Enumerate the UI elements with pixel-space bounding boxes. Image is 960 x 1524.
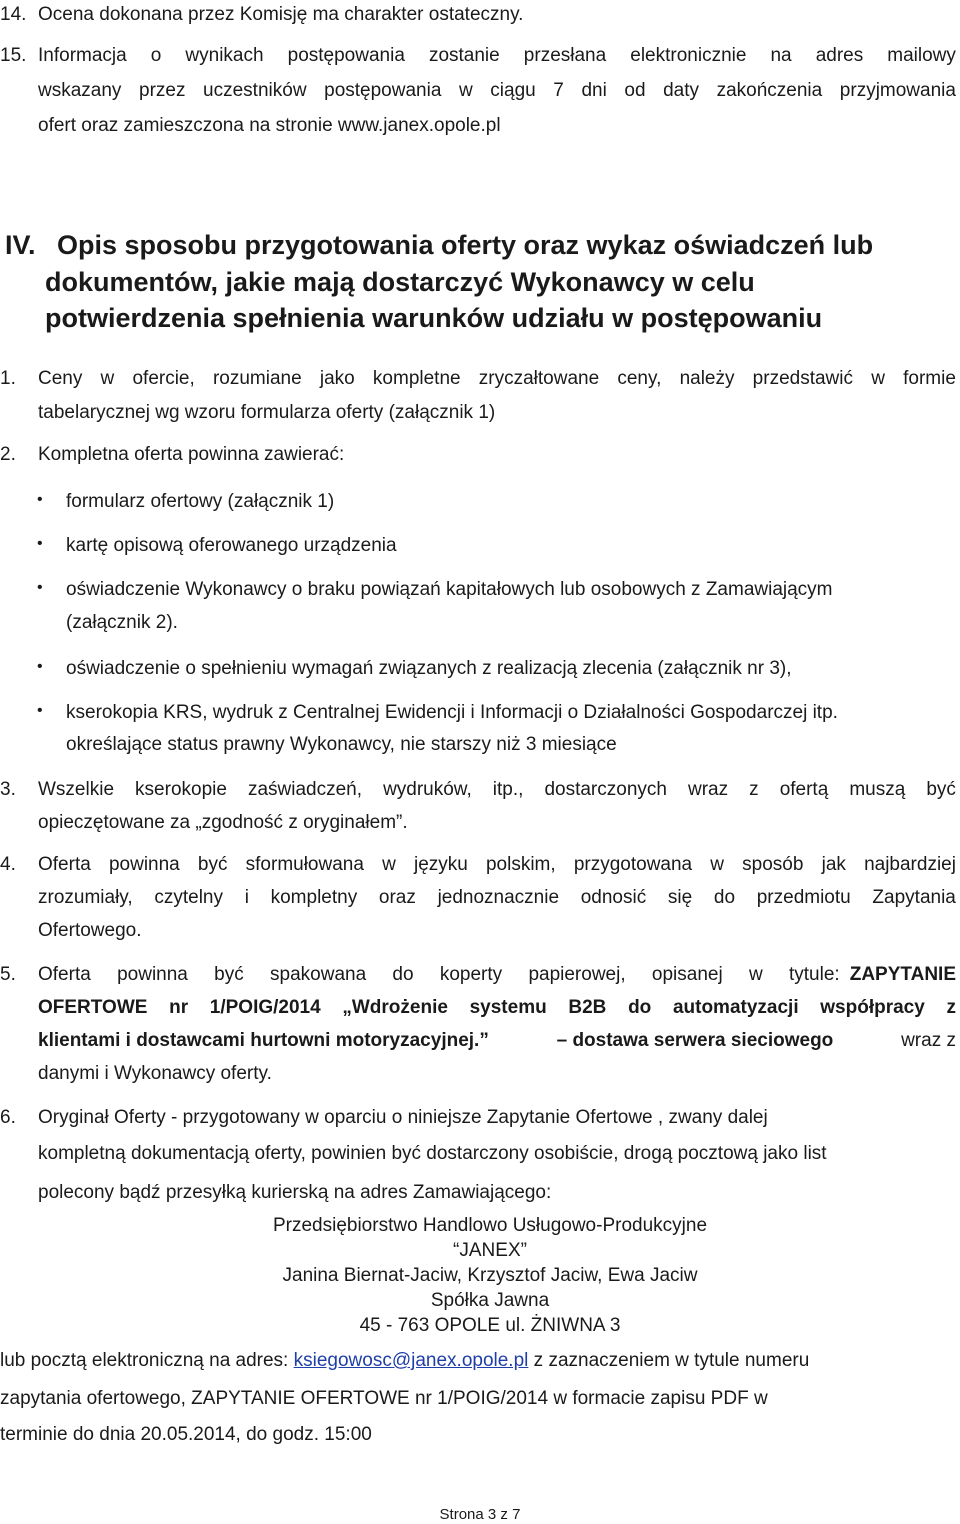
word: zaświadczeń, <box>247 779 363 800</box>
word: przyjmowania <box>839 80 956 101</box>
word: postępowania <box>287 45 405 66</box>
word: o <box>150 45 162 66</box>
section-heading-line: potwierdzenia spełnienia warunków udziału w postępowaniu <box>45 303 823 333</box>
word: B2B <box>568 997 607 1018</box>
word: wraz <box>688 779 729 800</box>
item-6-line: polecony bądź przesyłką kurierską na adres Zamawiającego: <box>38 1182 552 1203</box>
closing-line: terminie do dnia 20.05.2014, do godz. 15:00 <box>0 1424 372 1445</box>
section-number: IV. <box>5 230 36 260</box>
word: polskim, <box>485 854 556 875</box>
word: uczestników <box>203 80 307 101</box>
word: kserokopie <box>135 779 227 800</box>
word: kompletne <box>372 368 461 389</box>
word: papierowej, <box>528 964 626 985</box>
word: jako <box>319 368 355 389</box>
word: muszą <box>849 779 906 800</box>
word: rozumiane <box>212 368 302 389</box>
item-5-line-bold <box>38 998 956 1017</box>
word: ciągu <box>490 80 536 101</box>
word: „Wdrożenie <box>342 997 448 1018</box>
word: ceny, <box>617 368 662 389</box>
word: Zapytania <box>872 887 956 908</box>
word: do <box>628 997 652 1018</box>
word: w <box>382 854 396 875</box>
word: w <box>100 368 115 389</box>
email-link[interactable]: ksiegowosc@janex.opole.pl <box>293 1350 529 1371</box>
word: sposób <box>742 854 804 875</box>
word: do <box>713 887 736 908</box>
item-number: 4. <box>0 854 16 875</box>
word: Ceny <box>38 368 83 389</box>
item-number: 3. <box>0 779 16 800</box>
bullet: • <box>37 535 43 552</box>
word: od <box>624 80 646 101</box>
paragraph-15-line: ofert oraz zamieszczona na stronie www.janex.opole.pl <box>38 115 501 136</box>
item-number: 2. <box>0 444 16 465</box>
item-6-line: kompletną dokumentacją oferty, powinien być dostarczony osobiście, drogą pocztową jako list <box>38 1143 827 1164</box>
word: w <box>458 80 473 101</box>
address-line: “JANEX” <box>453 1240 527 1261</box>
word: 1/POIG/2014 <box>209 997 321 1018</box>
word: wynikach <box>185 45 264 66</box>
word: spakowana <box>270 964 367 985</box>
bullet-item: kserokopia KRS, wydruk z Centralnej Ewidencji i Informacji o Działalności Gospodarczej itp. <box>66 702 838 723</box>
word: dostarczonych <box>544 779 667 800</box>
word: w <box>710 854 725 875</box>
paragraph-14: Ocena dokonana przez Komisję ma charakter ostateczny. <box>38 4 524 25</box>
word: przedmiotu <box>756 887 851 908</box>
word: w <box>748 964 763 985</box>
item-4-line: Ofertowego. <box>38 920 142 941</box>
word: przedstawić <box>752 368 853 389</box>
word: z <box>946 997 956 1018</box>
item-4-line <box>38 855 956 874</box>
word: języku <box>413 854 468 875</box>
word: sformułowana <box>245 854 364 875</box>
word: wydruków, <box>383 779 472 800</box>
bullet-item: formularz ofertowy (załącznik 1) <box>66 491 335 512</box>
paragraph-15-line <box>38 46 956 65</box>
word: Informacja <box>38 45 127 66</box>
address-line: Spółka Jawna <box>430 1290 550 1311</box>
word: Wszelkie <box>38 779 115 800</box>
word: oraz <box>378 887 416 908</box>
word: postępowania <box>324 80 442 101</box>
item-5-bold: – dostawa serwera sieciowego <box>556 1030 834 1051</box>
word: na <box>770 45 792 66</box>
word: w <box>871 368 885 389</box>
item-5-line <box>38 1031 956 1050</box>
item-3-line <box>38 780 956 799</box>
word: należy <box>679 368 735 389</box>
word: Oferta <box>38 854 91 875</box>
word: koperty <box>439 964 503 985</box>
word: jednoznacznie <box>437 887 560 908</box>
item-1-line <box>38 369 956 388</box>
item-5-bold: klientami i dostawcami hurtowni motoryzacyjnej.” <box>38 1030 489 1051</box>
item-5-line <box>38 965 956 984</box>
closing-text: lub pocztą elektroniczną na adres: <box>0 1350 294 1371</box>
closing-text: z zaznaczeniem w tytule numeru <box>528 1350 810 1371</box>
word: daty <box>663 80 700 101</box>
bullet: • <box>37 702 43 719</box>
item-number: 5. <box>0 964 16 985</box>
bullet: • <box>37 658 43 675</box>
word: powinna <box>108 854 180 875</box>
word: elektronicznie <box>630 45 747 66</box>
item-5-text: wraz z <box>901 1030 956 1051</box>
section-heading-line: dokumentów, jakie mają dostarczyć Wykonawcy w celu <box>45 267 755 297</box>
word: zostanie <box>428 45 500 66</box>
word: dni <box>581 80 607 101</box>
word: jak <box>821 854 846 875</box>
bullet-item: kartę opisową oferowanego urządzenia <box>66 535 397 556</box>
paragraph-15-line <box>38 81 956 100</box>
page-number: Strona 3 z 7 <box>439 1506 521 1523</box>
word: zrozumiały, <box>38 887 133 908</box>
word: itp., <box>492 779 524 800</box>
item-5-text <box>38 965 840 984</box>
word: przez <box>139 80 186 101</box>
bullet-item: oświadczenie Wykonawcy o braku powiązań kapitałowych lub osobowych z Zamawiającym <box>66 579 833 600</box>
bullet: • <box>37 579 43 596</box>
word: zryczałtowane <box>478 368 600 389</box>
item-1-line: tabelarycznej wg wzoru formularza oferty (załącznik 1) <box>38 402 496 423</box>
word: przesłana <box>523 45 607 66</box>
word: ofertą <box>779 779 829 800</box>
bullet-item: oświadczenie o spełnieniu wymagań związanych z realizacją zlecenia (załącznik nr 3), <box>66 658 792 679</box>
bullet-item-continuation: określające status prawny Wykonawcy, nie starszy niż 3 miesiące <box>66 734 617 755</box>
word: OFERTOWE <box>38 997 148 1018</box>
word: i <box>244 887 249 908</box>
bullet: • <box>37 491 43 508</box>
item-number: 1. <box>0 368 16 389</box>
word: odnosić <box>580 887 647 908</box>
bullet-item-continuation: (załącznik 2). <box>66 612 178 633</box>
word: być <box>214 964 244 985</box>
section-heading-line: Opis sposobu przygotowania oferty oraz wykaz oświadczeń lub <box>57 230 874 260</box>
word: się <box>667 887 693 908</box>
address-line: Przedsiębiorstwo Handlowo Usługowo-Produkcyjne <box>272 1215 708 1236</box>
word: mailowy <box>887 45 956 66</box>
item-number: 6. <box>0 1107 16 1128</box>
word: czytelny <box>154 887 223 908</box>
address-line: Janina Biernat-Jaciw, Krzysztof Jaciw, Ewa Jaciw <box>282 1265 698 1286</box>
word: najbardziej <box>864 854 956 875</box>
word: być <box>197 854 228 875</box>
word: nr <box>169 997 189 1018</box>
word: tytule: <box>788 964 840 985</box>
word: powinna <box>117 964 188 985</box>
word: kompletny <box>270 887 358 908</box>
word: automatyzacji <box>672 997 799 1018</box>
word: systemu <box>469 997 547 1018</box>
closing-line: zapytania ofertowego, ZAPYTANIE OFERTOWE nr 1/POIG/2014 w formacie zapisu PDF w <box>0 1388 768 1409</box>
word: ofercie, <box>132 368 195 389</box>
word: 7 <box>553 80 564 101</box>
word: być <box>926 779 956 800</box>
word: wskazany <box>38 80 122 101</box>
word: przygotowana <box>573 854 693 875</box>
item-number: 14. <box>0 4 27 25</box>
word: formie <box>903 368 956 389</box>
item-5-bold: ZAPYTANIE <box>849 964 956 985</box>
word: opisanej <box>651 964 723 985</box>
word: zakończenia <box>716 80 823 101</box>
item-number: 15. <box>0 45 27 66</box>
address-line: 45 - 763 OPOLE ul. ŻNIWNA 3 <box>359 1315 621 1336</box>
word: do <box>392 964 414 985</box>
item-2-text: Kompletna oferta powinna zawierać: <box>38 444 345 465</box>
item-3-line: opieczętowane za „zgodność z oryginałem”. <box>38 812 408 833</box>
word: adres <box>815 45 864 66</box>
word: współpracy <box>820 997 925 1018</box>
item-4-line <box>38 888 956 907</box>
word: Oferta <box>38 964 91 985</box>
word: z <box>749 779 759 800</box>
closing-line <box>0 1351 809 1370</box>
item-5-line: danymi i Wykonawcy oferty. <box>38 1063 272 1084</box>
item-6-line: Oryginał Oferty - przygotowany w oparciu o niniejsze Zapytanie Ofertowe , zwany dalej <box>38 1107 768 1128</box>
